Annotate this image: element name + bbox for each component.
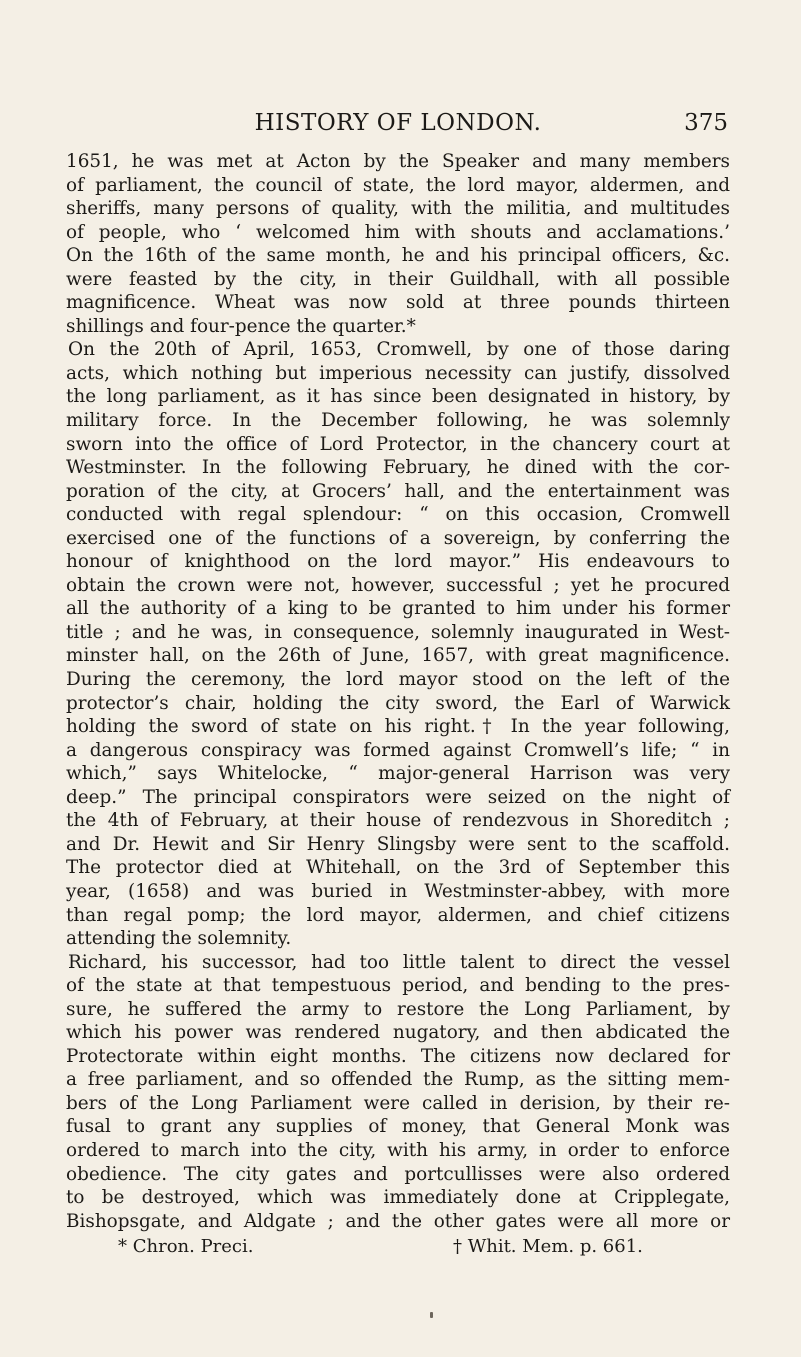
text-line: ordered to march into the city, with his army, in order to enforce [66,1139,730,1161]
text-line: obtain the crown were not, however, successful ; yet he procured [66,574,730,596]
text-line: During the ceremony, the lord mayor stood on the left of the [66,669,730,691]
text-line: than regal pomp; the lord mayor, aldermen, and chief citizens [66,904,730,926]
footnotes [68,1236,728,1262]
text-line: sworn into the office of Lord Protector, in the chancery court at [66,433,730,455]
text-line: the long parliament, as it has since been designated in history, by [66,386,730,408]
text-line: deep.” The principal conspirators were seized on the night of [66,786,730,808]
text-line: military force. In the December following, he was solemnly [66,410,730,432]
text-line: minster hall, on the 26th of June, 1657, with great magnificence. [66,645,730,667]
text-line: of parliament, the council of state, the lord mayor, aldermen, and [66,174,730,196]
text-line: of the state at that tempestuous period, and bending to the pres- [66,975,730,997]
text-line: sheriffs, many persons of quality, with the militia, and multitudes [66,198,730,220]
text-line: of people, who ‘ welcomed him with shouts and acclamations.’ [66,221,730,243]
paper-speck [430,1312,433,1318]
footnote-chron: * Chron. Preci. [118,1236,254,1257]
text-line: magnificence. Wheat was now sold at three pounds thirteen [66,292,730,314]
text-line: sure, he suffered the army to restore the Long Parliament, by [66,998,730,1020]
text-line: Westminster. In the following February, he dined with the cor- [66,457,730,479]
page-number: 375 [684,110,728,136]
text-line: fusal to grant any supplies of money, that General Monk was [66,1116,730,1138]
text-line: which his power was rendered nugatory, and then abdicated the [66,1022,730,1044]
running-head [68,110,728,142]
text-line: all the authority of a king to be granted to him under his former [66,598,730,620]
text-line: obedience. The city gates and portcullisses were also ordered [66,1163,730,1185]
body-text [66,150,730,1233]
text-line: Protectorate within eight months. The citizens now declared for [66,1045,730,1067]
text-line: The protector died at Whitehall, on the 3rd of September this [66,857,730,879]
text-line: On the 20th of April, 1653, Cromwell, by one of those daring [68,339,730,361]
text-line: holding the sword of state on his right.† In the year following, [66,716,730,738]
text-line: attending the solemnity. [66,928,292,950]
text-line: honour of knighthood on the lord mayor.” His endeavours to [66,551,730,573]
text-line: bers of the Long Parliament were called in derision, by their re- [66,1092,730,1114]
text-line: a free parliament, and so offended the Rump, as the sitting mem- [66,1069,730,1091]
text-line: conducted with regal splendour: “ on this occasion, Cromwell [66,504,730,526]
text-line: shillings and four-pence the quarter.* [66,315,416,337]
text-line: Bishopsgate, and Aldgate ; and the other gates were all more or [66,1210,730,1232]
text-line: On the 16th of the same month, he and his principal officers, &c. [66,245,730,267]
text-line: the 4th of February, at their house of rendezvous in Shoreditch ; [66,810,730,832]
text-line: protector’s chair, holding the city sword, the Earl of Warwick [66,692,730,714]
text-line: Richard, his successor, had too little talent to direct the vessel [68,951,730,973]
text-line: title ; and he was, in consequence, solemnly inaugurated in West- [66,621,730,643]
text-line: and Dr. Hewit and Sir Henry Slingsby were sent to the scaffold. [66,833,730,855]
text-line: 1651, he was met at Acton by the Speaker and many members [66,151,730,172]
text-line: a dangerous conspiracy was formed against Cromwell’s life; “ in [66,739,730,761]
text-line: poration of the city, at Grocers’ hall, and the entertainment was [66,480,730,502]
text-line: were feasted by the city, in their Guildhall, with all possible [66,268,730,290]
text-line: which,” says Whitelocke, “ major-general Harrison was very [66,763,730,785]
text-line: to be destroyed, which was immediately done at Cripplegate, [66,1187,730,1209]
text-line: acts, which nothing but imperious necessity can justify, dissolved [66,362,730,384]
page-title: HISTORY OF LONDON. [254,110,542,136]
footnote-whit: † Whit. Mem. p. 661. [453,1236,643,1257]
text-line: year, (1658) and was buried in Westminster-abbey, with more [66,880,730,902]
text-line: exercised one of the functions of a sovereign, by conferring the [66,527,730,549]
